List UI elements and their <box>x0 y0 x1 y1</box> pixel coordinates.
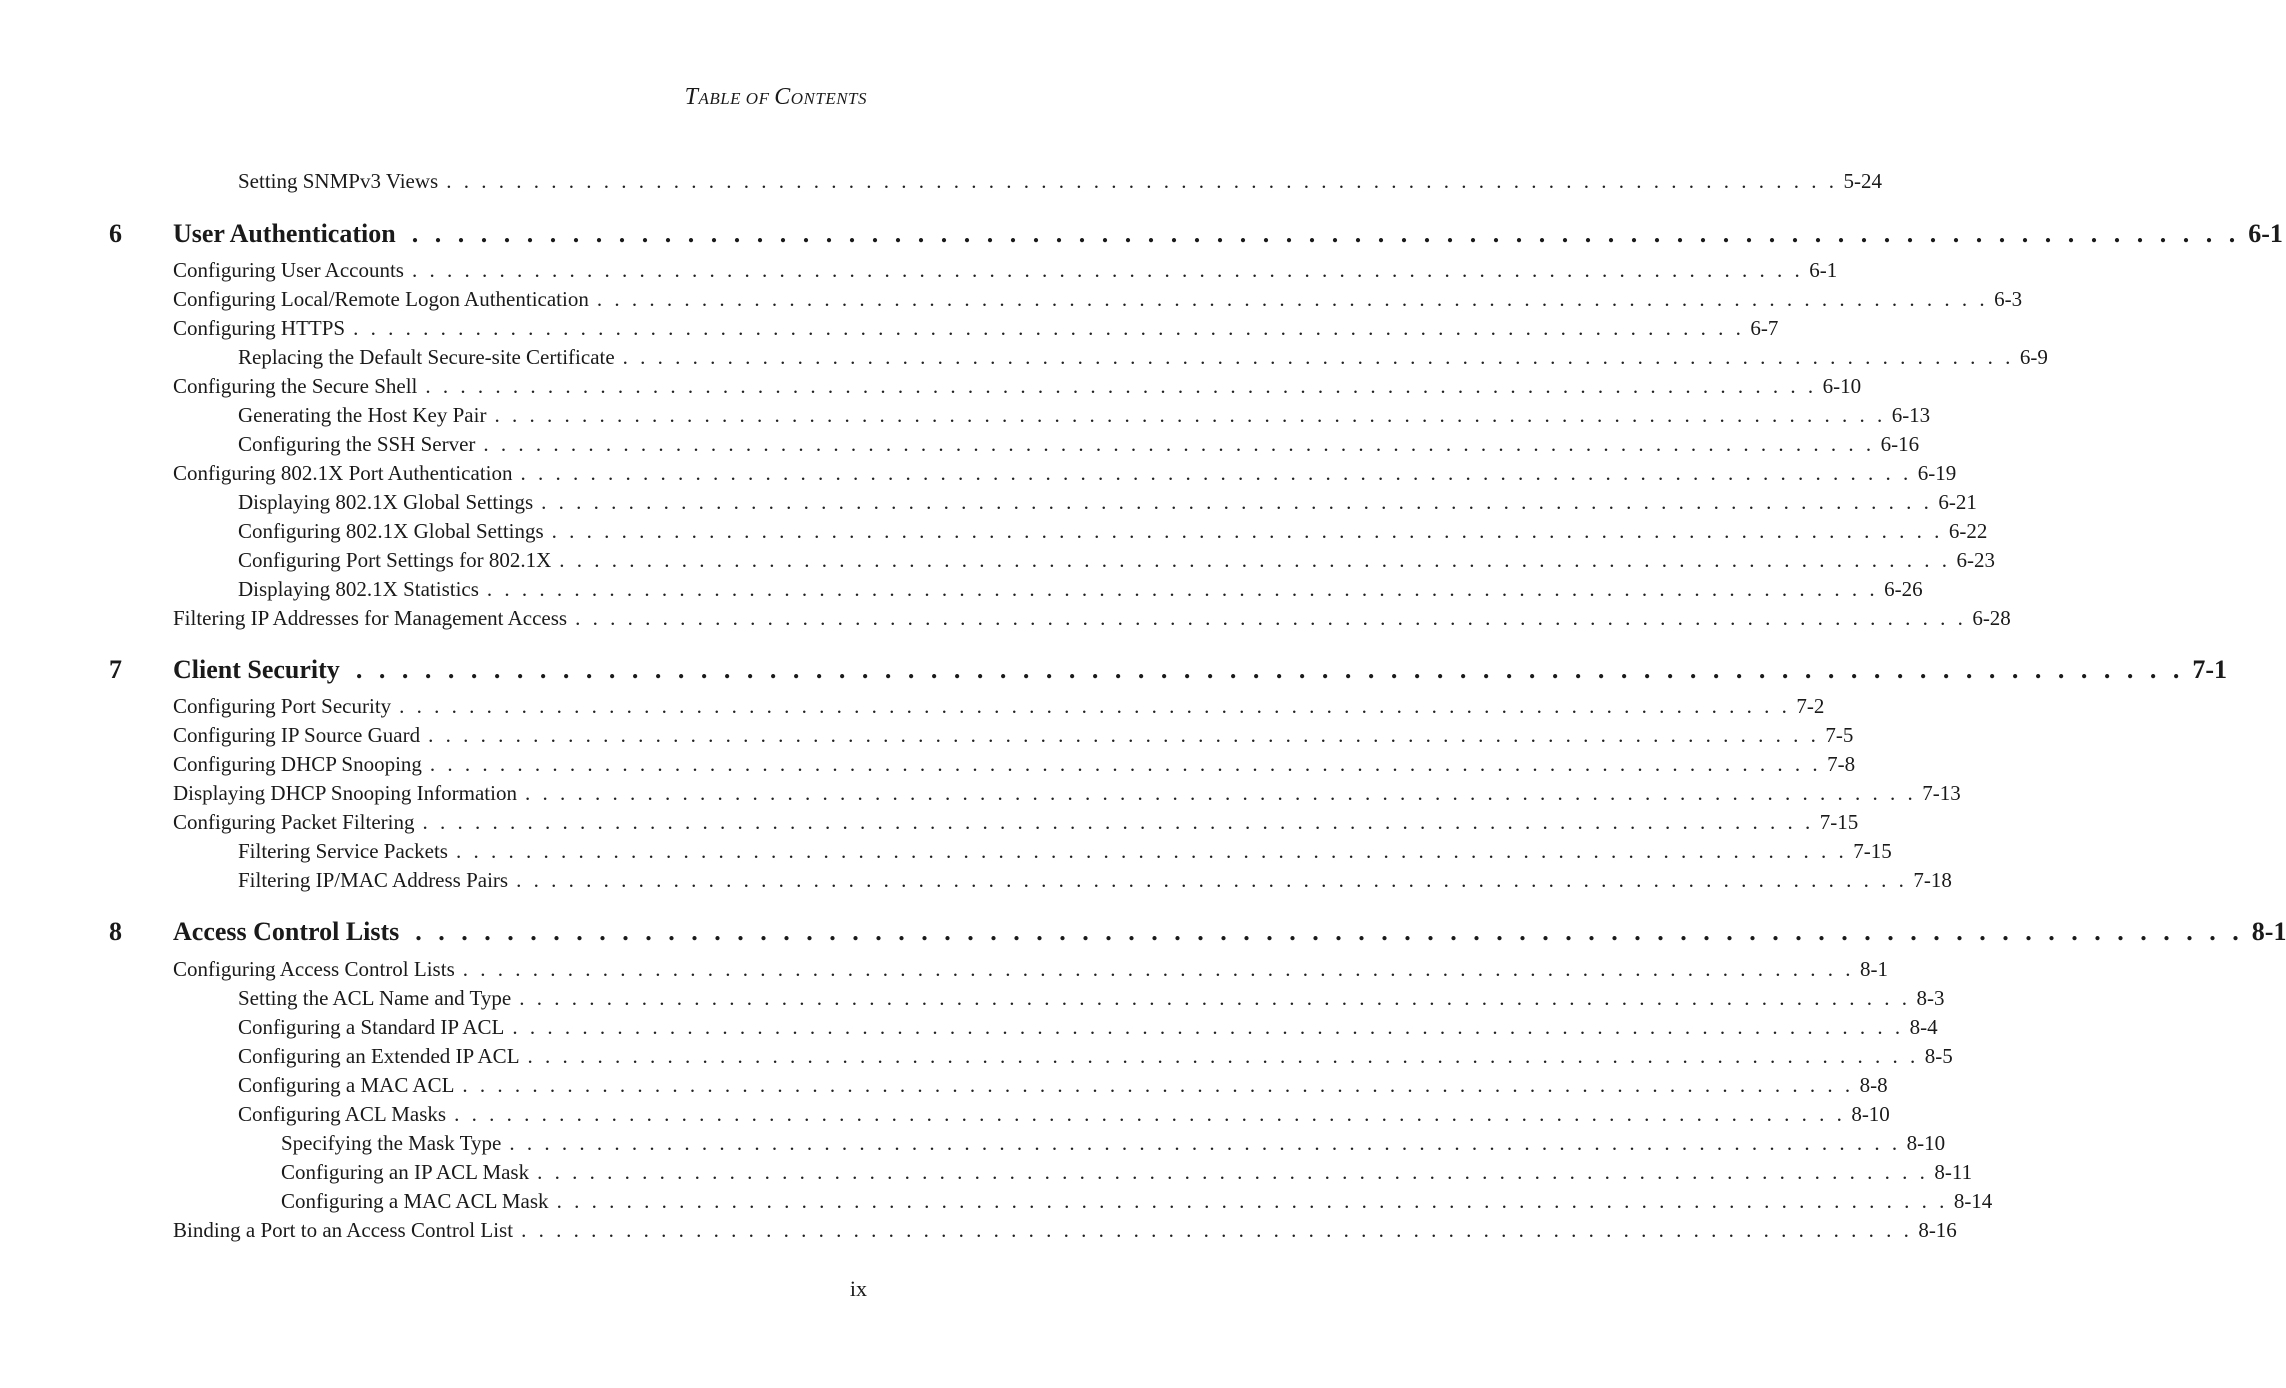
entry-title: Configuring the SSH Server <box>238 432 476 456</box>
dot-leader: . . . . . . . . . . . . . . . . . . . . . . . . . . . . . . . . . . . . . . . . . . . . . . . . . . . . . . . . . . . . . . . . . . . . . . . . . . . . . . . . <box>575 606 1967 630</box>
toc-entry[interactable] <box>238 1100 1890 1129</box>
dot-leader: . . . . . . . . . . . . . . . . . . . . . . . . . . . . . . . . . . . . . . . . . . . . . . . . . . . . . . . . . . . . . . . . . . . . . . . . . . . . . . . . <box>462 1073 1854 1097</box>
toc-entry[interactable] <box>281 1129 1946 1158</box>
entry-title: Configuring Access Control Lists <box>173 957 455 981</box>
entry-page-number: 8-10 <box>1906 1131 1946 1155</box>
entry-page-number: 8-16 <box>1918 1218 1957 1242</box>
entry-title: Specifying the Mask Type <box>281 1131 502 1155</box>
page-number: ix <box>849 1276 867 1301</box>
dot-leader: . . . . . . . . . . . . . . . . . . . . . . . . . . . . . . . . . . . . . . . . . . . . . . . . . . . . . . . . . . . . . . . . . . . . . . . . . . . . . . . . <box>399 694 1791 718</box>
running-head <box>685 84 867 111</box>
entry-title: Configuring 802.1X Port Authentication <box>173 461 513 485</box>
entry-title: Configuring Local/Remote Logon Authentication <box>173 287 589 311</box>
entry-title: Configuring IP Source Guard <box>173 723 421 747</box>
dot-leader: . . . . . . . . . . . . . . . . . . . . . . . . . . . . . . . . . . . . . . . . . . . . . . . . . . . . . . . . . . . . . . . . . . . . . . . . . . . . . . . . <box>425 374 1817 398</box>
entry-page-number: 6-28 <box>1972 606 2011 630</box>
toc-entry[interactable] <box>173 604 2011 633</box>
entry-page-number: 8-3 <box>1916 986 1945 1010</box>
entry-page-number: 6-9 <box>2019 345 2048 369</box>
dot-leader: . . . . . . . . . . . . . . . . . . . . . . . . . . . . . . . . . . . . . . . . . . . . . . . . . . . . . . . . . . . . . . . . . . . . . . . . . . . . . . . . <box>622 345 2014 369</box>
dot-leader: . . . . . . . . . . . . . . . . . . . . . . . . . . . . . . . . . . . . . . . . . . . . . . . . . . . . . . . . . . . . . . . . . . . . . . . . . . . . . . . . <box>483 432 1875 456</box>
entry-page-number: 5-24 <box>1843 169 1882 193</box>
toc-entry[interactable] <box>173 256 1838 285</box>
entry-page-number: 8-10 <box>1851 1102 1890 1126</box>
toc-entry[interactable] <box>173 955 1888 984</box>
dot-leader: . . . . . . . . . . . . . . . . . . . . . . . . . . . . . . . . . . . . . . . . . . . . . . . . . . . . . . . . . . . . . . . . . . . . . . . . . . . . . . . . <box>541 490 1933 514</box>
entry-page-number: 8-1 <box>1860 957 1888 981</box>
toc-entry[interactable] <box>173 721 1854 750</box>
toc-entry[interactable] <box>173 750 1856 779</box>
dot-leader: . . . . . . . . . . . . . . . . . . . . . . . . . . . . . . . . . . . . . . . . . . . . . . . . . . . . . . . . . . . . . . . . . . . . . . . . . . . . . . . . <box>537 1160 1929 1184</box>
toc-entry[interactable] <box>173 692 1825 721</box>
entry-title: Configuring Packet Filtering <box>173 810 415 834</box>
entry-page-number: 7-8 <box>1827 752 1856 776</box>
toc-entry[interactable] <box>238 1042 1953 1071</box>
dot-leader: . . . . . . . . . . . . . . . . . . . . . . . . . . . . . . . . . . . . . . . . . . . . . . . . . . . . . . . . . . . . . . . . . . . . . . . . . . . . . . . . <box>353 316 1745 340</box>
dot-leader: . . . . . . . . . . . . . . . . . . . . . . . . . . . . . . . . . . . . . . . . . . . . . . . . . . . . . . . . . . . . . . . . . . . . . . . . . . . . . . . . <box>355 655 2185 684</box>
toc-entry[interactable] <box>238 546 1995 575</box>
toc-entry[interactable] <box>238 837 1892 866</box>
toc-entry[interactable] <box>238 401 1931 430</box>
entry-page-number: 7-2 <box>1796 694 1825 718</box>
entry-page-number: 6-19 <box>1917 461 1957 485</box>
dot-leader: . . . . . . . . . . . . . . . . . . . . . . . . . . . . . . . . . . . . . . . . . . . . . . . . . . . . . . . . . . . . . . . . . . . . . . . . . . . . . . . . <box>446 169 1838 193</box>
entry-page-number: 6-10 <box>1822 374 1862 398</box>
entry-page-number: 6-1 <box>1809 258 1838 282</box>
dot-leader: . . . . . . . . . . . . . . . . . . . . . . . . . . . . . . . . . . . . . . . . . . . . . . . . . . . . . . . . . . . . . . . . . . . . . . . . . . . . . . . . <box>486 577 1879 601</box>
chapter-title: Client Security <box>173 655 340 684</box>
toc-entry[interactable] <box>238 488 1977 517</box>
chapter-page-number: 8-1 <box>2251 917 2286 946</box>
chapter-number: 8 <box>109 917 122 946</box>
entry-title: Configuring a MAC ACL <box>238 1073 455 1097</box>
entry-page-number: 7-15 <box>1819 810 1859 834</box>
dot-leader: . . . . . . . . . . . . . . . . . . . . . . . . . . . . . . . . . . . . . . . . . . . . . . . . . . . . . . . . . . . . . . . . . . . . . . . . . . . . . . . . <box>429 752 1822 776</box>
chapter-heading[interactable] <box>109 652 2227 688</box>
toc-entry[interactable] <box>238 1013 1938 1042</box>
dot-leader: . . . . . . . . . . . . . . . . . . . . . . . . . . . . . . . . . . . . . . . . . . . . . . . . . . . . . . . . . . . . . . . . . . . . . . . . . . . . . . . . <box>462 957 1854 981</box>
dot-leader: . . . . . . . . . . . . . . . . . . . . . . . . . . . . . . . . . . . . . . . . . . . . . . . . . . . . . . . . . . . . . . . . . . . . . . . . . . . . . . . . <box>559 548 1951 572</box>
chapter-title: User Authentication <box>173 219 396 248</box>
toc-entry[interactable] <box>238 430 1920 459</box>
dot-leader: . . . . . . . . . . . . . . . . . . . . . . . . . . . . . . . . . . . . . . . . . . . . . . . . . . . . . . . . . . . . . . . . . . . . . . . . . . . . . . . . <box>527 1044 1919 1068</box>
dot-leader: . . . . . . . . . . . . . . . . . . . . . . . . . . . . . . . . . . . . . . . . . . . . . . . . . . . . . . . . . . . . . . . . . . . . . . . . . . . . . . . . <box>415 917 2244 946</box>
toc-entry[interactable] <box>281 1187 1993 1216</box>
toc-entry[interactable] <box>173 808 1859 837</box>
entry-title: Displaying 802.1X Statistics <box>238 577 479 601</box>
entry-page-number: 6-7 <box>1750 316 1779 340</box>
chapter-title: Access Control Lists <box>173 917 400 946</box>
entry-page-number: 6-22 <box>1948 519 1988 543</box>
entry-title: Configuring an Extended IP ACL <box>238 1044 520 1068</box>
dot-leader: . . . . . . . . . . . . . . . . . . . . . . . . . . . . . . . . . . . . . . . . . . . . . . . . . . . . . . . . . . . . . . . . . . . . . . . . . . . . . . . . <box>556 1189 1948 1213</box>
dot-leader: . . . . . . . . . . . . . . . . . . . . . . . . . . . . . . . . . . . . . . . . . . . . . . . . . . . . . . . . . . . . . . . . . . . . . . . . . . . . . . . . <box>411 219 2241 248</box>
dot-leader: . . . . . . . . . . . . . . . . . . . . . . . . . . . . . . . . . . . . . . . . . . . . . . . . . . . . . . . . . . . . . . . . . . . . . . . . . . . . . . . . <box>521 1218 1913 1242</box>
toc-entry[interactable] <box>173 779 1961 808</box>
entry-title: Configuring ACL Masks <box>238 1102 447 1126</box>
entry-title: Configuring HTTPS <box>173 316 346 340</box>
running-head-initial-t: T <box>684 84 699 110</box>
toc-entry[interactable] <box>173 459 1957 488</box>
chapter-heading[interactable] <box>109 216 2283 252</box>
dot-leader: . . . . . . . . . . . . . . . . . . . . . . . . . . . . . . . . . . . . . . . . . . . . . . . . . . . . . . . . . . . . . . . . . . . . . . . . . . . . . . . . <box>516 868 1908 892</box>
entry-page-number: 7-13 <box>1922 781 1961 805</box>
dot-leader: . . . . . . . . . . . . . . . . . . . . . . . . . . . . . . . . . . . . . . . . . . . . . . . . . . . . . . . . . . . . . . . . . . . . . . . . . . . . . . . . <box>411 258 1804 282</box>
entry-page-number: 8-5 <box>1924 1044 1953 1068</box>
entry-page-number: 8-4 <box>1909 1015 1938 1039</box>
entry-title: Configuring a Standard IP ACL <box>238 1015 505 1039</box>
dot-leader: . . . . . . . . . . . . . . . . . . . . . . . . . . . . . . . . . . . . . . . . . . . . . . . . . . . . . . . . . . . . . . . . . . . . . . . . . . . . . . . . <box>520 461 1912 485</box>
dot-leader: . . . . . . . . . . . . . . . . . . . . . . . . . . . . . . . . . . . . . . . . . . . . . . . . . . . . . . . . . . . . . . . . . . . . . . . . . . . . . . . . <box>509 1131 1901 1155</box>
toc-entry[interactable] <box>238 866 1952 895</box>
entry-page-number: 6-13 <box>1891 403 1931 427</box>
entry-title: Configuring 802.1X Global Settings <box>238 519 544 543</box>
running-head-small-caps-1: ABLE OF <box>698 89 775 108</box>
entry-page-number: 6-23 <box>1956 548 1995 572</box>
dot-leader: . . . . . . . . . . . . . . . . . . . . . . . . . . . . . . . . . . . . . . . . . . . . . . . . . . . . . . . . . . . . . . . . . . . . . . . . . . . . . . . . <box>494 403 1886 427</box>
entry-title: Filtering IP/MAC Address Pairs <box>238 868 509 892</box>
chapter-number: 7 <box>109 655 122 684</box>
entry-page-number: 8-11 <box>1934 1160 1973 1184</box>
toc-entry[interactable] <box>173 1216 1957 1245</box>
entry-page-number: 8-8 <box>1859 1073 1888 1097</box>
toc-entry[interactable] <box>281 1158 1973 1187</box>
entry-title: Setting the ACL Name and Type <box>238 986 512 1010</box>
entry-title: Replacing the Default Secure-site Certificate <box>238 345 615 369</box>
running-head-small-caps-2: ONTENTS <box>790 89 867 108</box>
toc-entry[interactable] <box>238 1071 1888 1100</box>
entry-page-number: 7-18 <box>1913 868 1952 892</box>
toc-entry[interactable] <box>238 984 1945 1013</box>
dot-leader: . . . . . . . . . . . . . . . . . . . . . . . . . . . . . . . . . . . . . . . . . . . . . . . . . . . . . . . . . . . . . . . . . . . . . . . . . . . . . . . . <box>454 1102 1846 1126</box>
entry-title: Configuring User Accounts <box>173 258 404 282</box>
chapter-page-number: 7-1 <box>2192 655 2227 684</box>
dot-leader: . . . . . . . . . . . . . . . . . . . . . . . . . . . . . . . . . . . . . . . . . . . . . . . . . . . . . . . . . . . . . . . . . . . . . . . . . . . . . . . . <box>551 519 1943 543</box>
entry-title: Filtering Service Packets <box>238 839 448 863</box>
dot-leader: . . . . . . . . . . . . . . . . . . . . . . . . . . . . . . . . . . . . . . . . . . . . . . . . . . . . . . . . . . . . . . . . . . . . . . . . . . . . . . . . <box>596 287 1989 311</box>
toc-entry[interactable] <box>238 167 1882 196</box>
entry-title: Configuring Port Settings for 802.1X <box>238 548 552 572</box>
chapter-page-number: 6-1 <box>2248 219 2283 248</box>
dot-leader: . . . . . . . . . . . . . . . . . . . . . . . . . . . . . . . . . . . . . . . . . . . . . . . . . . . . . . . . . . . . . . . . . . . . . . . . . . . . . . . . <box>455 839 1848 863</box>
entry-title: Binding a Port to an Access Control List <box>173 1218 514 1242</box>
entry-title: Configuring DHCP Snooping <box>173 752 422 776</box>
entry-page-number: 6-3 <box>1994 287 2023 311</box>
dot-leader: . . . . . . . . . . . . . . . . . . . . . . . . . . . . . . . . . . . . . . . . . . . . . . . . . . . . . . . . . . . . . . . . . . . . . . . . . . . . . . . . <box>512 1015 1904 1039</box>
entry-title: Generating the Host Key Pair <box>238 403 487 427</box>
chapter-number: 6 <box>109 219 122 248</box>
dot-leader: . . . . . . . . . . . . . . . . . . . . . . . . . . . . . . . . . . . . . . . . . . . . . . . . . . . . . . . . . . . . . . . . . . . . . . . . . . . . . . . . <box>428 723 1820 747</box>
entry-title: Setting SNMPv3 Views <box>238 169 439 193</box>
entry-title: Displaying 802.1X Global Settings <box>238 490 534 514</box>
entry-page-number: 7-15 <box>1853 839 1892 863</box>
dot-leader: . . . . . . . . . . . . . . . . . . . . . . . . . . . . . . . . . . . . . . . . . . . . . . . . . . . . . . . . . . . . . . . . . . . . . . . . . . . . . . . . <box>524 781 1917 805</box>
entry-title: Displaying DHCP Snooping Information <box>173 781 517 805</box>
toc-entry[interactable] <box>173 314 1779 343</box>
toc-entry[interactable] <box>238 517 1988 546</box>
entry-title: Filtering IP Addresses for Management Access <box>173 606 568 630</box>
entry-page-number: 7-5 <box>1825 723 1854 747</box>
entry-page-number: 6-26 <box>1884 577 1923 601</box>
dot-leader: . . . . . . . . . . . . . . . . . . . . . . . . . . . . . . . . . . . . . . . . . . . . . . . . . . . . . . . . . . . . . . . . . . . . . . . . . . . . . . . . <box>422 810 1814 834</box>
entry-page-number: 6-16 <box>1880 432 1920 456</box>
entry-title: Configuring an IP ACL Mask <box>281 1160 530 1184</box>
entry-page-number: 8-14 <box>1953 1189 1993 1213</box>
toc-entry[interactable] <box>173 285 2023 314</box>
entry-title: Configuring Port Security <box>173 694 392 718</box>
entry-title: Configuring the Secure Shell <box>173 374 418 398</box>
toc-entry[interactable] <box>173 372 1862 401</box>
entry-page-number: 6-21 <box>1938 490 1977 514</box>
chapter-heading[interactable] <box>109 914 2286 950</box>
toc-entry[interactable] <box>238 575 1923 604</box>
running-head-initial-c: C <box>774 84 791 110</box>
toc-entry[interactable] <box>238 343 2048 372</box>
dot-leader: . . . . . . . . . . . . . . . . . . . . . . . . . . . . . . . . . . . . . . . . . . . . . . . . . . . . . . . . . . . . . . . . . . . . . . . . . . . . . . . . <box>519 986 1911 1010</box>
entry-title: Configuring a MAC ACL Mask <box>281 1189 549 1213</box>
